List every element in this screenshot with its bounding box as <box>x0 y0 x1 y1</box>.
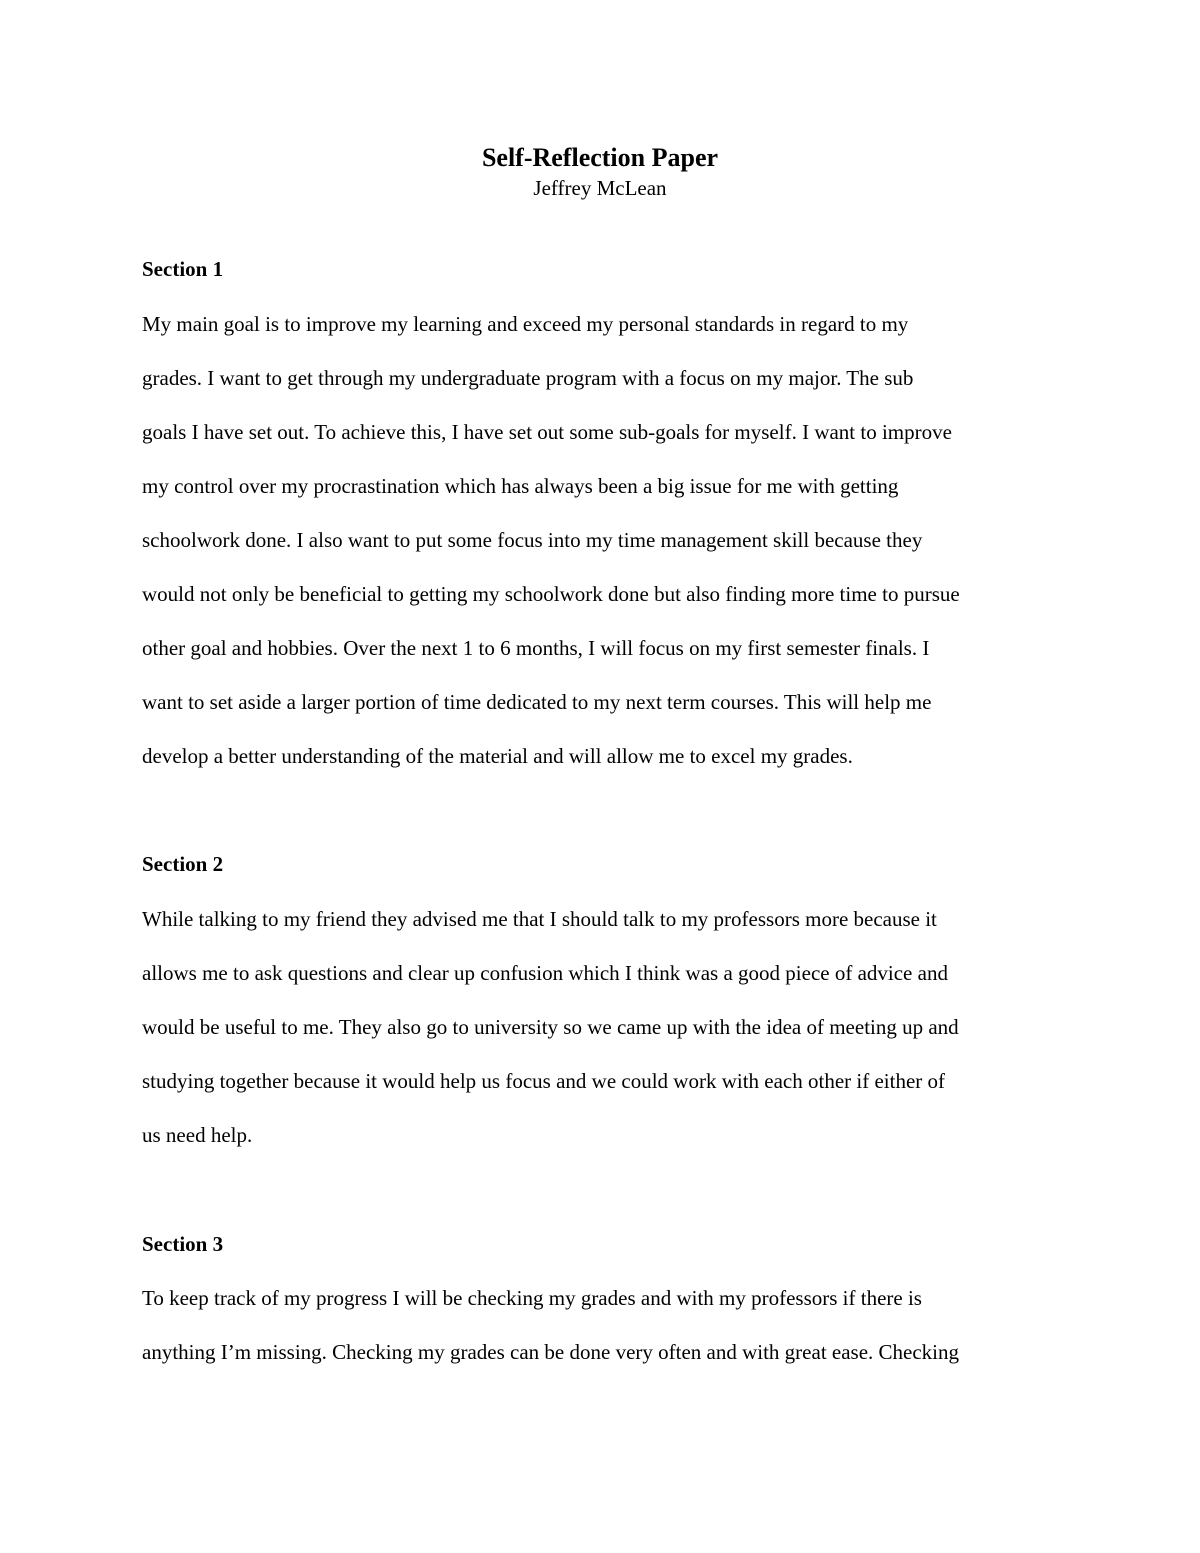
section-1-line: would not only be beneficial to getting my schoolwork done but also finding more time to pursue <box>142 582 960 606</box>
section-1-line: grades. I want to get through my undergraduate program with a focus on my major. The sub <box>142 366 914 390</box>
section-1-line: want to set aside a larger portion of time dedicated to my next term courses. This will help me <box>142 690 932 714</box>
section-3-line: To keep track of my progress I will be checking my grades and with my professors if there is <box>142 1286 922 1310</box>
section-1-line: other goal and hobbies. Over the next 1 to 6 months, I will focus on my first semester finals. I <box>142 636 930 660</box>
section-2-line: While talking to my friend they advised me that I should talk to my professors more because it <box>142 907 937 931</box>
section-1-line: schoolwork done. I also want to put some focus into my time management skill because they <box>142 528 923 552</box>
section-2-line: studying together because it would help us focus and we could work with each other if either of <box>142 1069 946 1093</box>
section-1-line: My main goal is to improve my learning and exceed my personal standards in regard to my <box>142 312 909 336</box>
section-3-heading: Section 3 <box>142 1232 224 1256</box>
author-name: Jeffrey McLean <box>533 176 667 200</box>
section-3-line: anything I’m missing. Checking my grades can be done very often and with great ease. Checking <box>142 1340 960 1364</box>
section-2-heading: Section 2 <box>142 852 224 876</box>
section-2-line: allows me to ask questions and clear up confusion which I think was a good piece of advice and <box>142 961 948 985</box>
section-2-line: us need help. <box>142 1123 253 1147</box>
document-title: Self-Reflection Paper <box>481 143 719 172</box>
section-1-line: develop a better understanding of the material and will allow me to excel my grades. <box>142 744 853 768</box>
section-2-line: would be useful to me. They also go to university so we came up with the idea of meeting up and <box>142 1015 959 1039</box>
section-1-body <box>142 297 1062 783</box>
section-1-line: goals I have set out. To achieve this, I have set out some sub-goals for myself. I want to improve <box>142 420 952 444</box>
section-1-line: my control over my procrastination which has always been a big issue for me with getting <box>142 474 899 498</box>
section-1-heading: Section 1 <box>142 257 224 281</box>
section-3-body <box>142 1271 1062 1379</box>
section-2-body <box>142 892 1062 1162</box>
